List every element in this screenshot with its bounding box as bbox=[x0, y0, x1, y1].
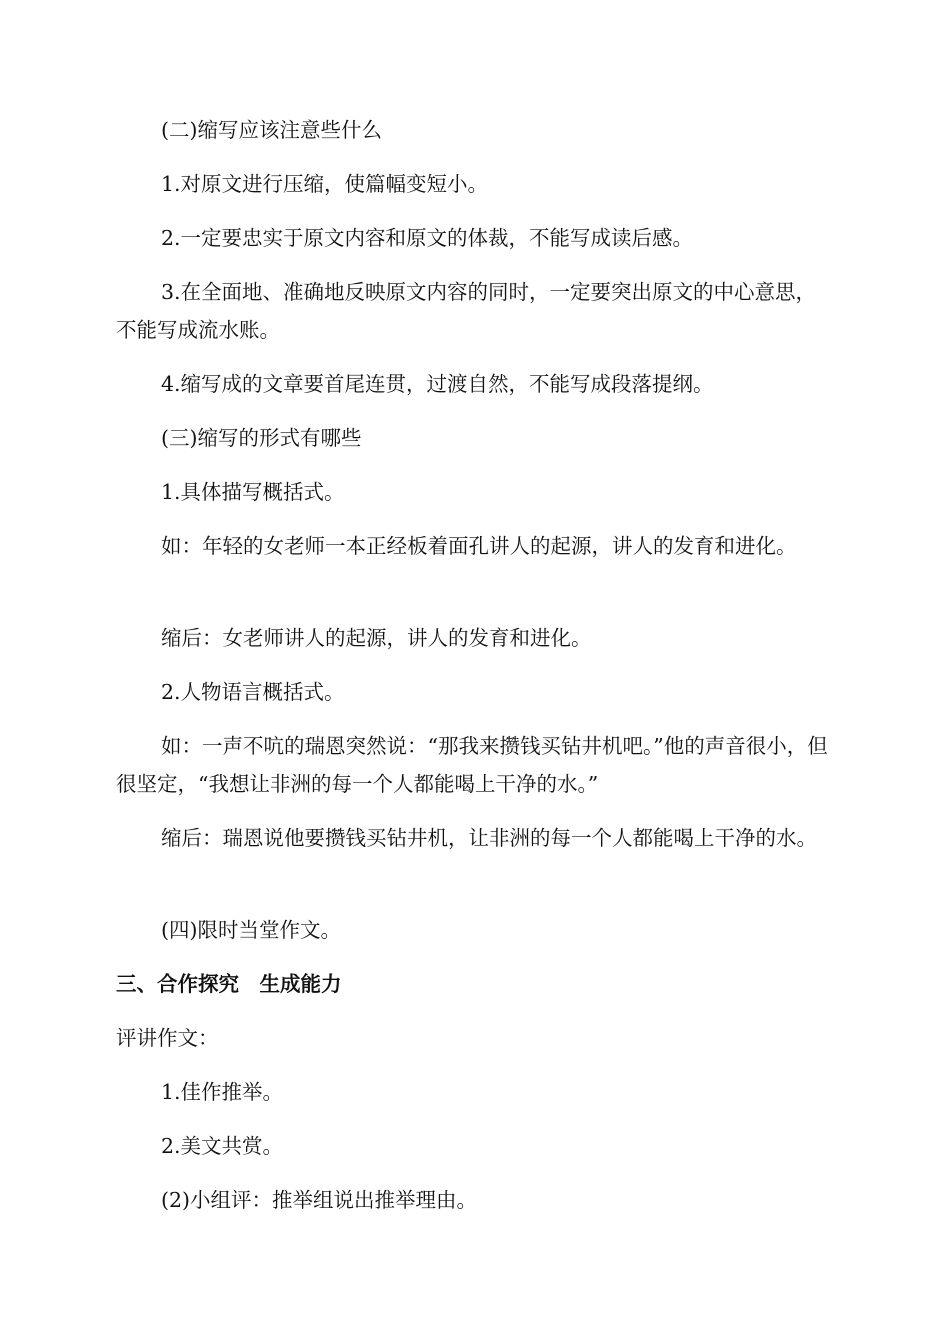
example-paragraph: 如：年轻的女老师一本正经板着面孔讲人的起源，讲人的发育和进化。 bbox=[161, 534, 797, 558]
list-item: 1.对原文进行压缩，使篇幅变短小。 bbox=[161, 172, 489, 196]
list-item: 4.缩写成的文章要首尾连贯，过渡自然，不能写成段落提纲。 bbox=[161, 372, 714, 396]
example-paragraph: 如：一声不吭的瑞恩突然说：“那我来攒钱买钻井机吧。”他的声音很小，但很坚定，“我想让非洲的每一个人都能喝上干净的水。” bbox=[116, 734, 828, 796]
chapter-heading: 三、合作探究 生成能力 bbox=[116, 972, 342, 996]
list-item: 2.美文共赏。 bbox=[161, 1134, 284, 1158]
list-item: 2.一定要忠实于原文内容和原文的体裁，不能写成读后感。 bbox=[161, 226, 694, 250]
subheading: 评讲作文： bbox=[116, 1026, 219, 1050]
abridged-paragraph: 缩后：瑞恩说他要攒钱买钻井机，让非洲的每一个人都能喝上干净的水。 bbox=[161, 826, 817, 850]
list-item: 1.佳作推举。 bbox=[161, 1080, 284, 1104]
list-item: (2)小组评：推举组说出推举理由。 bbox=[161, 1188, 478, 1212]
section-heading-3: (三)缩写的形式有哪些 bbox=[161, 426, 362, 450]
list-item: 3.在全面地、准确地反映原文内容的同时，一定要突出原文的中心意思，不能写成流水账。 bbox=[116, 280, 817, 342]
section-heading-4: (四)限时当堂作文。 bbox=[161, 918, 341, 942]
list-item: 2.人物语言概括式。 bbox=[161, 680, 345, 704]
section-heading-2: (二)缩写应该注意些什么 bbox=[161, 118, 382, 142]
list-item: 1.具体描写概括式。 bbox=[161, 480, 345, 504]
abridged-paragraph: 缩后：女老师讲人的起源，讲人的发育和进化。 bbox=[161, 626, 592, 650]
